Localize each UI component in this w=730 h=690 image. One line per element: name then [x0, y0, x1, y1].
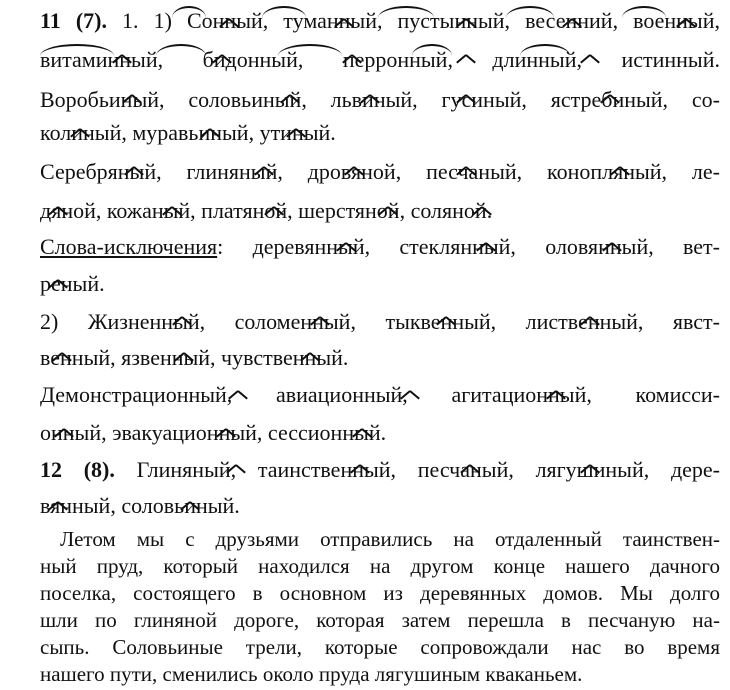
ex11-line-10: венный, язвенный, чувственный. — [40, 345, 349, 370]
ex11-line-6: дяной, кожаный, платяной, шерстяной, соляной. — [40, 198, 493, 223]
ex12-number: 12 (8). — [40, 457, 115, 482]
ex11-line-1: 11 (7). 1. 1) Сонный, туманный, пустынный, весенний, военный, — [40, 8, 720, 33]
ex11-line-7: Слова-исключения: деревянный, стеклянный, оловянный, вет- — [40, 234, 720, 259]
root-arc — [520, 44, 570, 56]
ex12-text-line-2: ный пруд, который находился на другом конце нашего дачного — [40, 554, 720, 578]
ex12-text-line-5: сыпь. Соловьиные трели, которые сопровождали нас во время — [40, 635, 720, 659]
ex11-line-8: реный. — [40, 271, 105, 296]
root-arc — [40, 44, 114, 56]
ex11-number: 11 (7). — [40, 8, 107, 33]
ex12-text-line-6: нашего пути, сменились около пруда лягушиным кваканьем. — [40, 662, 583, 686]
ex11-line-12: онный, эвакуационный, сессионный. — [40, 420, 387, 445]
ex11-line-4: колиный, муравьиный, утиный. — [40, 120, 336, 145]
ex11-line-11: Демонстрационный, авиационный, агитационный, комисси- — [40, 382, 720, 407]
exceptions-label: Слова-исключения — [40, 234, 218, 259]
root-arc — [156, 44, 206, 56]
ex11-line-2: витаминный, бидонный, перронный, длинный, истинный. — [40, 47, 720, 72]
root-arc — [278, 44, 342, 56]
ex12-line-2: вянный, соловьиный. — [40, 493, 240, 518]
root-arc — [412, 44, 452, 56]
ex12-text-line-1: Летом мы с друзьями отправились на отдаленный таинствен- — [60, 527, 720, 551]
ex12-text-line-4: шли по глиняной дороге, которая затем перешла в песчаную на- — [40, 608, 720, 632]
ex12-line-1: 12 (8). Глиняный, таинственный, песчаный, лягушиный, дере- — [40, 457, 720, 482]
ex11-line-3: Воробьиный, соловьиный, львиный, гусиный, ястребиный, со- — [40, 87, 720, 112]
ex11-line-5: Серебряный, глиняный, дровяной, песчаный, конопляный, ле- — [40, 159, 720, 184]
ex12-text-line-3: поселка, состоящего в основном из деревянных домов. Мы долго — [40, 581, 720, 605]
ex11-line-9: 2) Жизненный, соломенный, тыквенный, лиственный, явст- — [40, 309, 720, 334]
